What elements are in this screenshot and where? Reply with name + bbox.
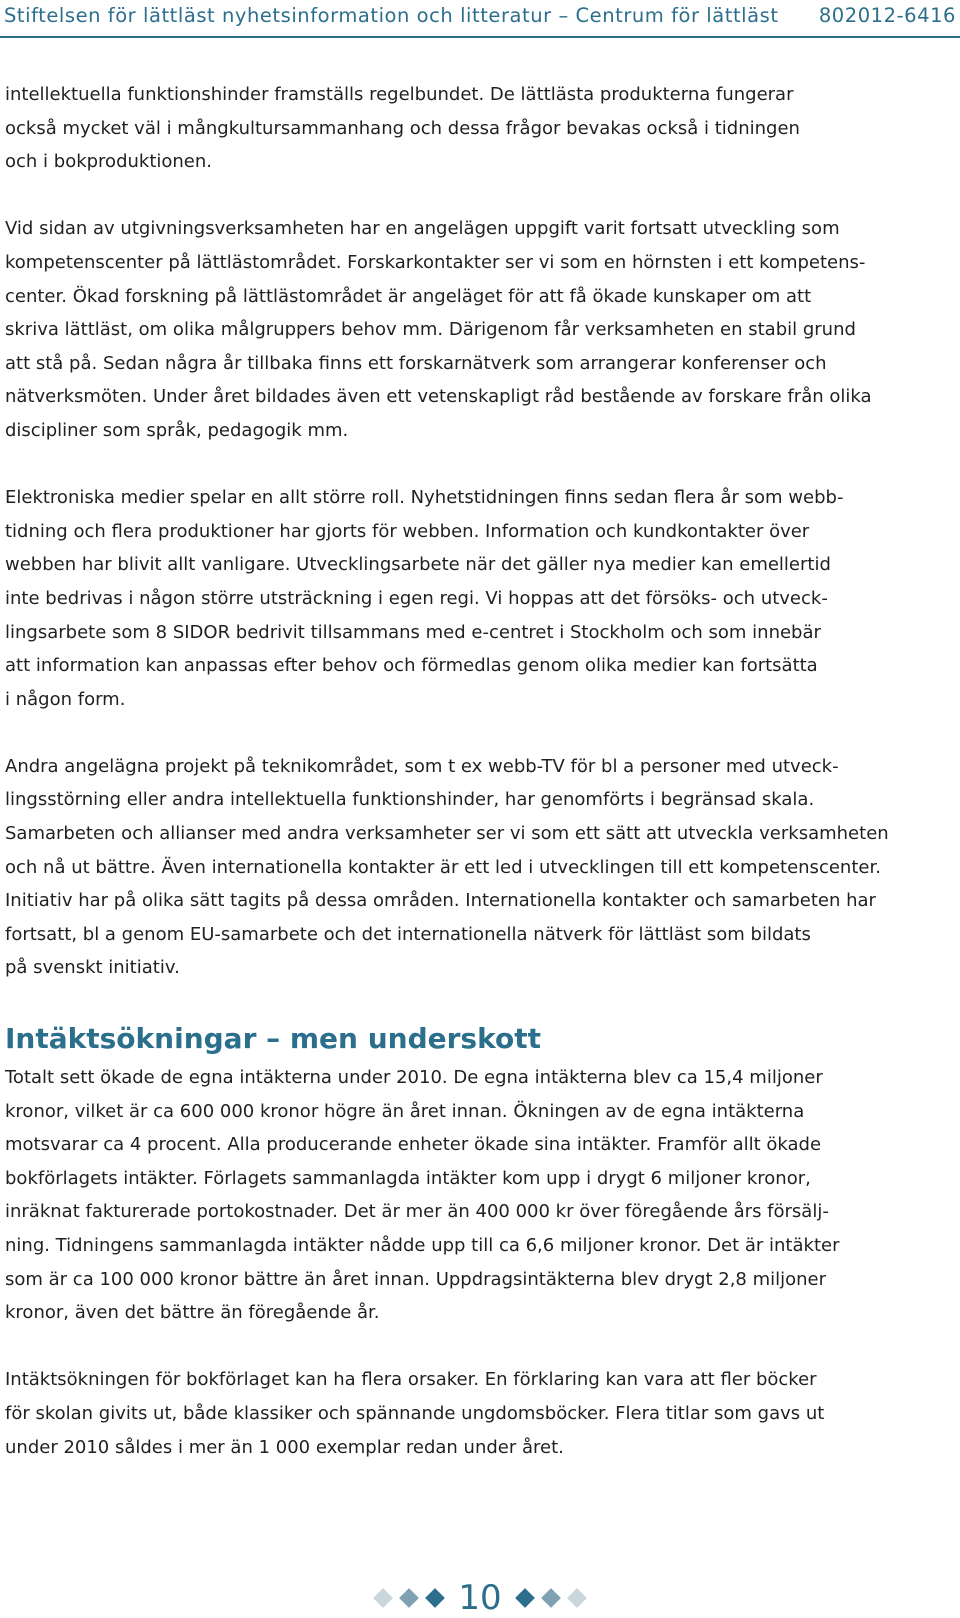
diamond-icon (567, 1588, 587, 1608)
text-line: Samarbeten och allianser med andra verksamheter ser vi som ett sätt att utveckla verksamheten (5, 823, 889, 845)
text-line: för skolan givits ut, både klassiker och spännande ungdomsböcker. Flera titlar som gavs ut (5, 1402, 825, 1424)
text-line: motsvarar ca 4 procent. Alla producerande enheter ökade sina intäkter. Framför allt ökade (5, 1134, 822, 1156)
text-line: i någon form. (5, 688, 126, 710)
text-line: ning. Tidningens sammanlagda intäkter nådde upp till ca 6,6 miljoner kronor. Det är intäkter (5, 1235, 840, 1256)
document-body (5, 78, 925, 1464)
text-line: som är ca 100 000 kronor bättre än året innan. Uppdragsintäkterna blev drygt 2,8 miljoner (5, 1268, 827, 1290)
section-paragraph-1 (5, 1061, 925, 1330)
text-line: och i bokproduktionen. (5, 151, 213, 173)
section-heading: Intäktsökningar – men underskott (5, 1022, 541, 1056)
text-line: inräknat fakturerade portokostnader. Det är mer än 400 000 kr över föregående års försälj- (5, 1201, 829, 1223)
text-line: Initiativ har på olika sätt tagits på dessa områden. Internationella kontakter och samarbeten har (5, 890, 876, 912)
text-line: intellektuella funktionshinder framställs regelbundet. De lättlästa produkterna fungerar (5, 84, 794, 105)
header-organization: Stiftelsen för lättläst nyhetsinformation och litteratur – Centrum för lättläst (4, 4, 779, 27)
text-line: på svenskt initiativ. (5, 957, 180, 979)
text-line: lingsarbete som 8 SIDOR bedrivit tillsammans med e-centret i Stockholm och som innebär (5, 621, 821, 643)
text-line: att information kan anpassas efter behov och förmedlas genom olika medier kan fortsätta (5, 655, 818, 677)
text-line: tidning och flera produktioner har gjorts för webben. Information och kundkontakter över (5, 520, 810, 542)
diamond-icon (515, 1588, 535, 1608)
text-line: och nå ut bättre. Även internationella kontakter är ett led i utvecklingen till ett kompetenscenter. (5, 856, 881, 878)
text-line: kronor, även det bättre än föregående år. (5, 1302, 380, 1324)
paragraph-4 (5, 750, 925, 985)
text-line: skriva lättläst, om olika målgruppers behov mm. Därigenom får verksamheten en stabil grund (5, 319, 856, 341)
text-line: lingsstörning eller andra intellektuella funktionshinder, har genomförts i begränsad skala. (5, 789, 815, 811)
text-line: Elektroniska medier spelar en allt större roll. Nyhetstidningen finns sedan flera år som webb- (5, 487, 844, 509)
text-line: Vid sidan av utgivningsverksamheten har en angelägen uppgift varit fortsatt utveckling som (5, 218, 840, 240)
text-line: också mycket väl i mångkultursammanhang och dessa frågor bevakas också i tidningen (5, 117, 800, 139)
header-org-number: 802012-6416 (818, 4, 956, 27)
page-footer (360, 1578, 600, 1618)
text-line: kompetenscenter på lättlästområdet. Forskarkontakter ser vi som en hörnsten i ett kompetens- (5, 251, 866, 273)
page-number: 10 (458, 1578, 502, 1618)
text-line: inte bedrivas i någon större utsträckning i egen regi. Vi hoppas att det försöks- och utveck- (5, 587, 828, 609)
page-header (0, 0, 960, 38)
text-line: bokförlagets intäkter. Förlagets sammanlagda intäkter kom upp i drygt 6 miljoner kronor, (5, 1167, 811, 1189)
diamond-icon (373, 1588, 393, 1608)
paragraph-2 (5, 212, 925, 447)
paragraph-1 (5, 78, 925, 179)
section-paragraph-2 (5, 1363, 925, 1464)
text-line: fortsatt, bl a genom EU-samarbete och det internationella nätverk för lättläst som bildats (5, 923, 811, 945)
text-line: center. Ökad forskning på lättlästområdet är angeläget för att få ökade kunskaper om att (5, 285, 812, 307)
text-line: nätverksmöten. Under året bildades även ett vetenskapligt råd bestående av forskare från olika (5, 386, 872, 408)
text-line: discipliner som språk, pedagogik mm. (5, 419, 349, 441)
text-line: Intäktsökningen för bokförlaget kan ha flera orsaker. En förklaring kan vara att fler böcker (5, 1369, 817, 1391)
text-line: kronor, vilket är ca 600 000 kronor högre än året innan. Ökningen av de egna intäkterna (5, 1100, 805, 1122)
text-line: webben har blivit allt vanligare. Utvecklingsarbete när det gäller nya medier kan emellertid (5, 554, 831, 576)
text-line: under 2010 såldes i mer än 1 000 exemplar redan under året. (5, 1436, 564, 1458)
diamond-icon (425, 1588, 445, 1608)
text-line: Totalt sett ökade de egna intäkterna under 2010. De egna intäkterna blev ca 15,4 miljoner (5, 1067, 823, 1089)
diamond-icon (541, 1588, 561, 1608)
text-line: Andra angelägna projekt på teknikområdet, som t ex webb-TV för bl a personer med utveck- (5, 755, 839, 777)
diamond-icon (399, 1588, 419, 1608)
text-line: att stå på. Sedan några år tillbaka finns ett forskarnätverk som arrangerar konferenser och (5, 352, 827, 374)
paragraph-3 (5, 481, 925, 716)
